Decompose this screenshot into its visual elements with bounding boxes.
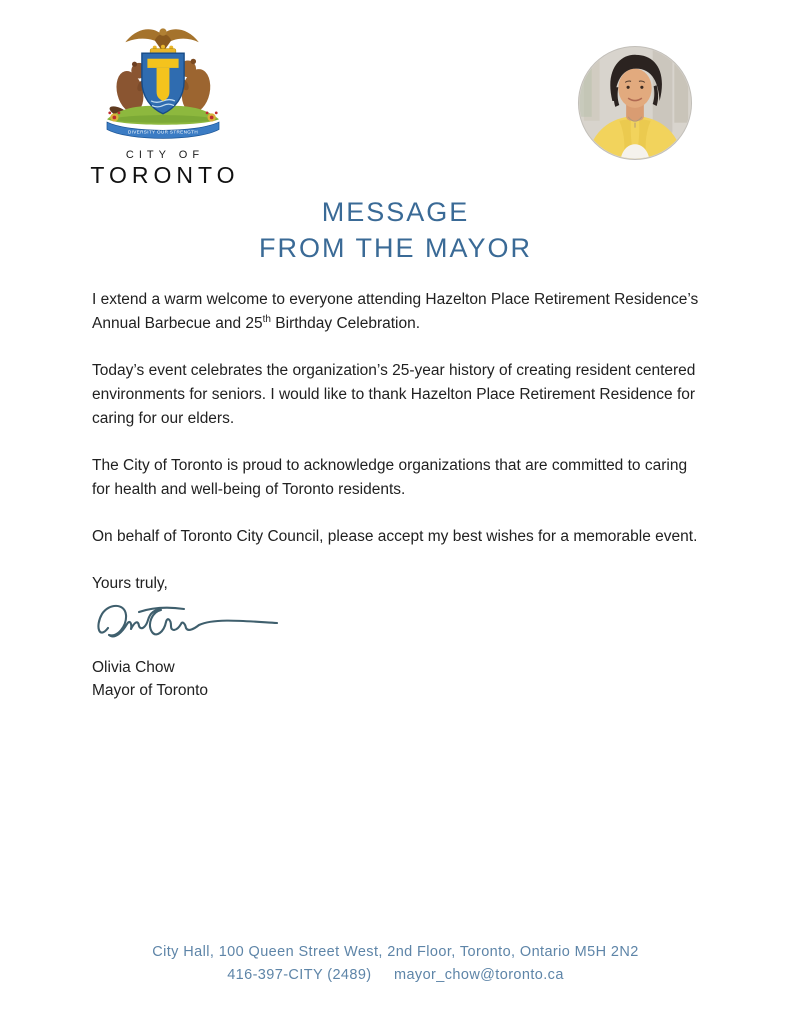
letter-body (92, 288, 708, 702)
page-title (0, 194, 791, 266)
crest-motto-text: DIVERSITY OUR STRENGTH (127, 129, 198, 135)
paragraph-wishes: On behalf of Toronto City Council, please accept my best wishes for a memorable event. (92, 528, 698, 545)
paragraph-welcome (92, 288, 708, 336)
signer-title: Mayor of Toronto (92, 682, 209, 699)
paragraph-welcome-end: Birthday Celebration. (270, 315, 421, 332)
closing-salutation: Yours truly, (92, 575, 168, 592)
paragraph-history: Today’s event celebrates the organization’s 25-year history of creating resident centered environments for seniors. I would like to thank Hazelton Place Retirement Residence for caring for our elders. (92, 362, 696, 427)
city-of-toronto-logo (85, 22, 240, 189)
footer-contact-line (0, 964, 791, 987)
mayor-portrait-image (576, 44, 694, 162)
signature-image (94, 602, 289, 646)
paragraph-welcome-text: I extend a warm welcome to everyone attending Hazelton Place Retirement Residence’s Annual Barbecue and 25 (92, 291, 699, 332)
page-title-line1: MESSAGE (321, 197, 470, 227)
page-title-line2: FROM THE MAYOR (258, 233, 532, 263)
footer-phone: 416-397-CITY (2489) (227, 967, 372, 983)
footer-address: City Hall, 100 Queen Street West, 2nd Floor, Toronto, Ontario M5H 2N2 (152, 944, 639, 960)
logo-wordmark-text: TORONTO (90, 162, 240, 188)
footer (0, 941, 791, 987)
signer-name: Olivia Chow (92, 659, 175, 676)
logo-city-of-text: CITY OF (125, 149, 205, 161)
toronto-crest-icon (94, 22, 232, 145)
ordinal-superscript: th (262, 313, 271, 325)
footer-email: mayor_chow@toronto.ca (393, 967, 564, 983)
mayor-portrait-photo (576, 44, 694, 162)
paragraph-acknowledge: The City of Toronto is proud to acknowledge organizations that are committed to caring for health and well-being of Toronto residents. (92, 457, 688, 498)
